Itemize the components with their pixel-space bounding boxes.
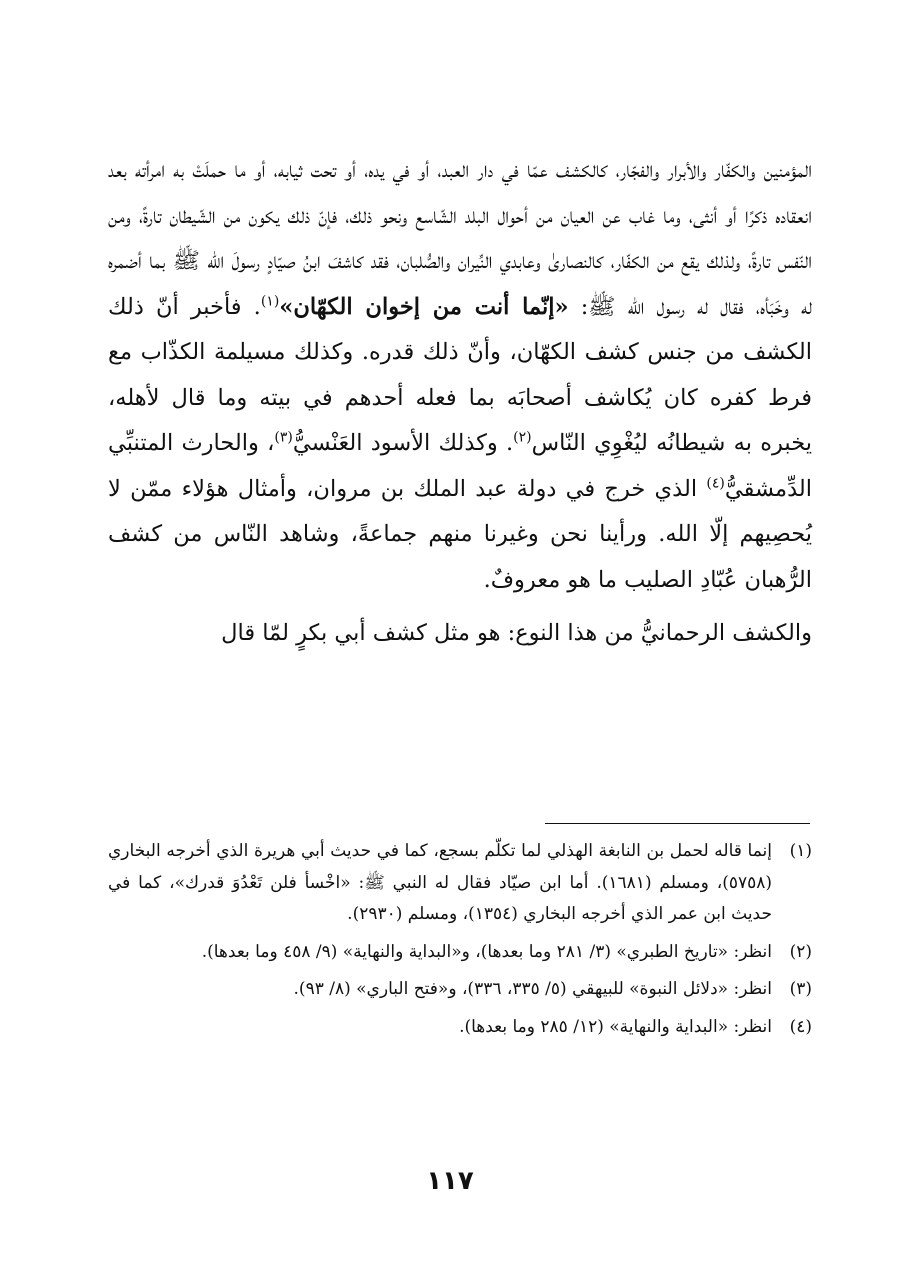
paragraph-1-segment-3: . وكذلك الأسود العَنْسيُّ [292,430,514,456]
hadith-quote: «إنّما أنت من إخوان الكهّان» [279,293,569,320]
footnote-3 [108,974,812,1006]
footnote-number: (٣) [789,979,812,999]
body-paragraph-2: والكشف الرحمانيُّ من هذا النوع: هو مثل كشف أبي بكرٍ لمّا قال [221,620,812,646]
footnote-number: (١) [789,841,812,861]
paragraph-1-segment-5: الذي خرج في دولة عبد الملك بن مروان، وأمثال هؤلاء ممّن لا يُحصِيهم إلّا الله. ورأينا نحن وغيرنا منهم جماعةً، وشاهد النّاس من كشف الرُّهبان عُبّادِ الصليب ما هو معروفٌ. [108,475,812,593]
footnote-number: (٤) [789,1016,812,1037]
body-paragraph-1 [108,148,812,603]
main-text-body [108,148,812,657]
footnote-separator [545,823,810,824]
footnote-text: انظر: «البداية والنهاية» (١٢/ ٢٨٥ وما بعدها). [459,1016,772,1037]
footnotes-section [108,836,812,1049]
footnote-2 [108,937,812,969]
footnote-ref-3[interactable]: (٣) [274,429,293,446]
footnote-text: انظر: «تاريخ الطبري» (٣/ ٢٨١ وما بعدها)، و«البداية والنهاية» (٩/ ٤٥٨ وما بعدها). [201,941,772,962]
footnote-1 [108,836,812,931]
page-number: ١١٧ [426,1166,474,1196]
footnote-text: انظر: «دلائل النبوة» للبيهقي (٥/ ٣٣٥، ٣٣٦)، و«فتح الباري» (٨/ ٩٣). [293,979,772,999]
footnote-4 [108,1012,812,1044]
paragraph-1-segment-4: ، والحارث المتنبِّي الدِّمشقيُّ [108,430,812,502]
footnote-number: (٢) [789,941,812,962]
footnote-ref-4[interactable]: (٤) [706,475,725,491]
footnote-ref-1[interactable]: (١) [260,293,280,309]
paragraph-1-segment-2: . فأخبر أنّ ذلك الكشف من جنس كشف الكهّان، وأنّ ذلك قدره. وكذلك مسيلمة الكذّاب مع فرط كفره كان يُكاشف أصحابَه بما فعله أحدهم في بيته وما قال لأهله، يخبره به شيطانُه ليُغْوِي النّاس [108,293,812,456]
paragraph-1-segment-1: المؤمنين والكفّار والأبرار والفجّار، كالكشف عمّا في دار العبد، أو في يده، أو تحت ثيابه، أو ما حملَتْ به امرأته بعد انعقاده ذكرًا أو أنثى، وما غاب عن العيان من أحوال البلد الشّاسع ونحو ذلك، فإنّ ذلك يكون من الشّيطان تارةً، ومن النّفس تارةً، ولذلك يقع من الكفّار، كالنصارىٰ وعابدي النِّيران والصُّلبان، فقد كاشفَ ابنُ صيّادٍ رسولَ الله ﷺ بما أضمره له وخَبَأه، فقال له رسول الله ﷺ: [108,157,812,320]
footnote-text: إنما قاله لحمل بن النابغة الهذلي لما تكلّم بسجع، كما في حديث أبي هريرة الذي أخرجه البخاري (٥٧٥٨)، ومسلم (١٦٨١). أما ابن صيّاد فقال له النبي ﷺ: «اخْسأ فلن تَعْدُوَ قدرك»، كما في حديث ابن عمر الذي أخرجه البخاري (١٣٥٤)، ومسلم (٢٩٣٠). [108,841,773,924]
footnote-ref-2[interactable]: (٢) [513,429,532,446]
